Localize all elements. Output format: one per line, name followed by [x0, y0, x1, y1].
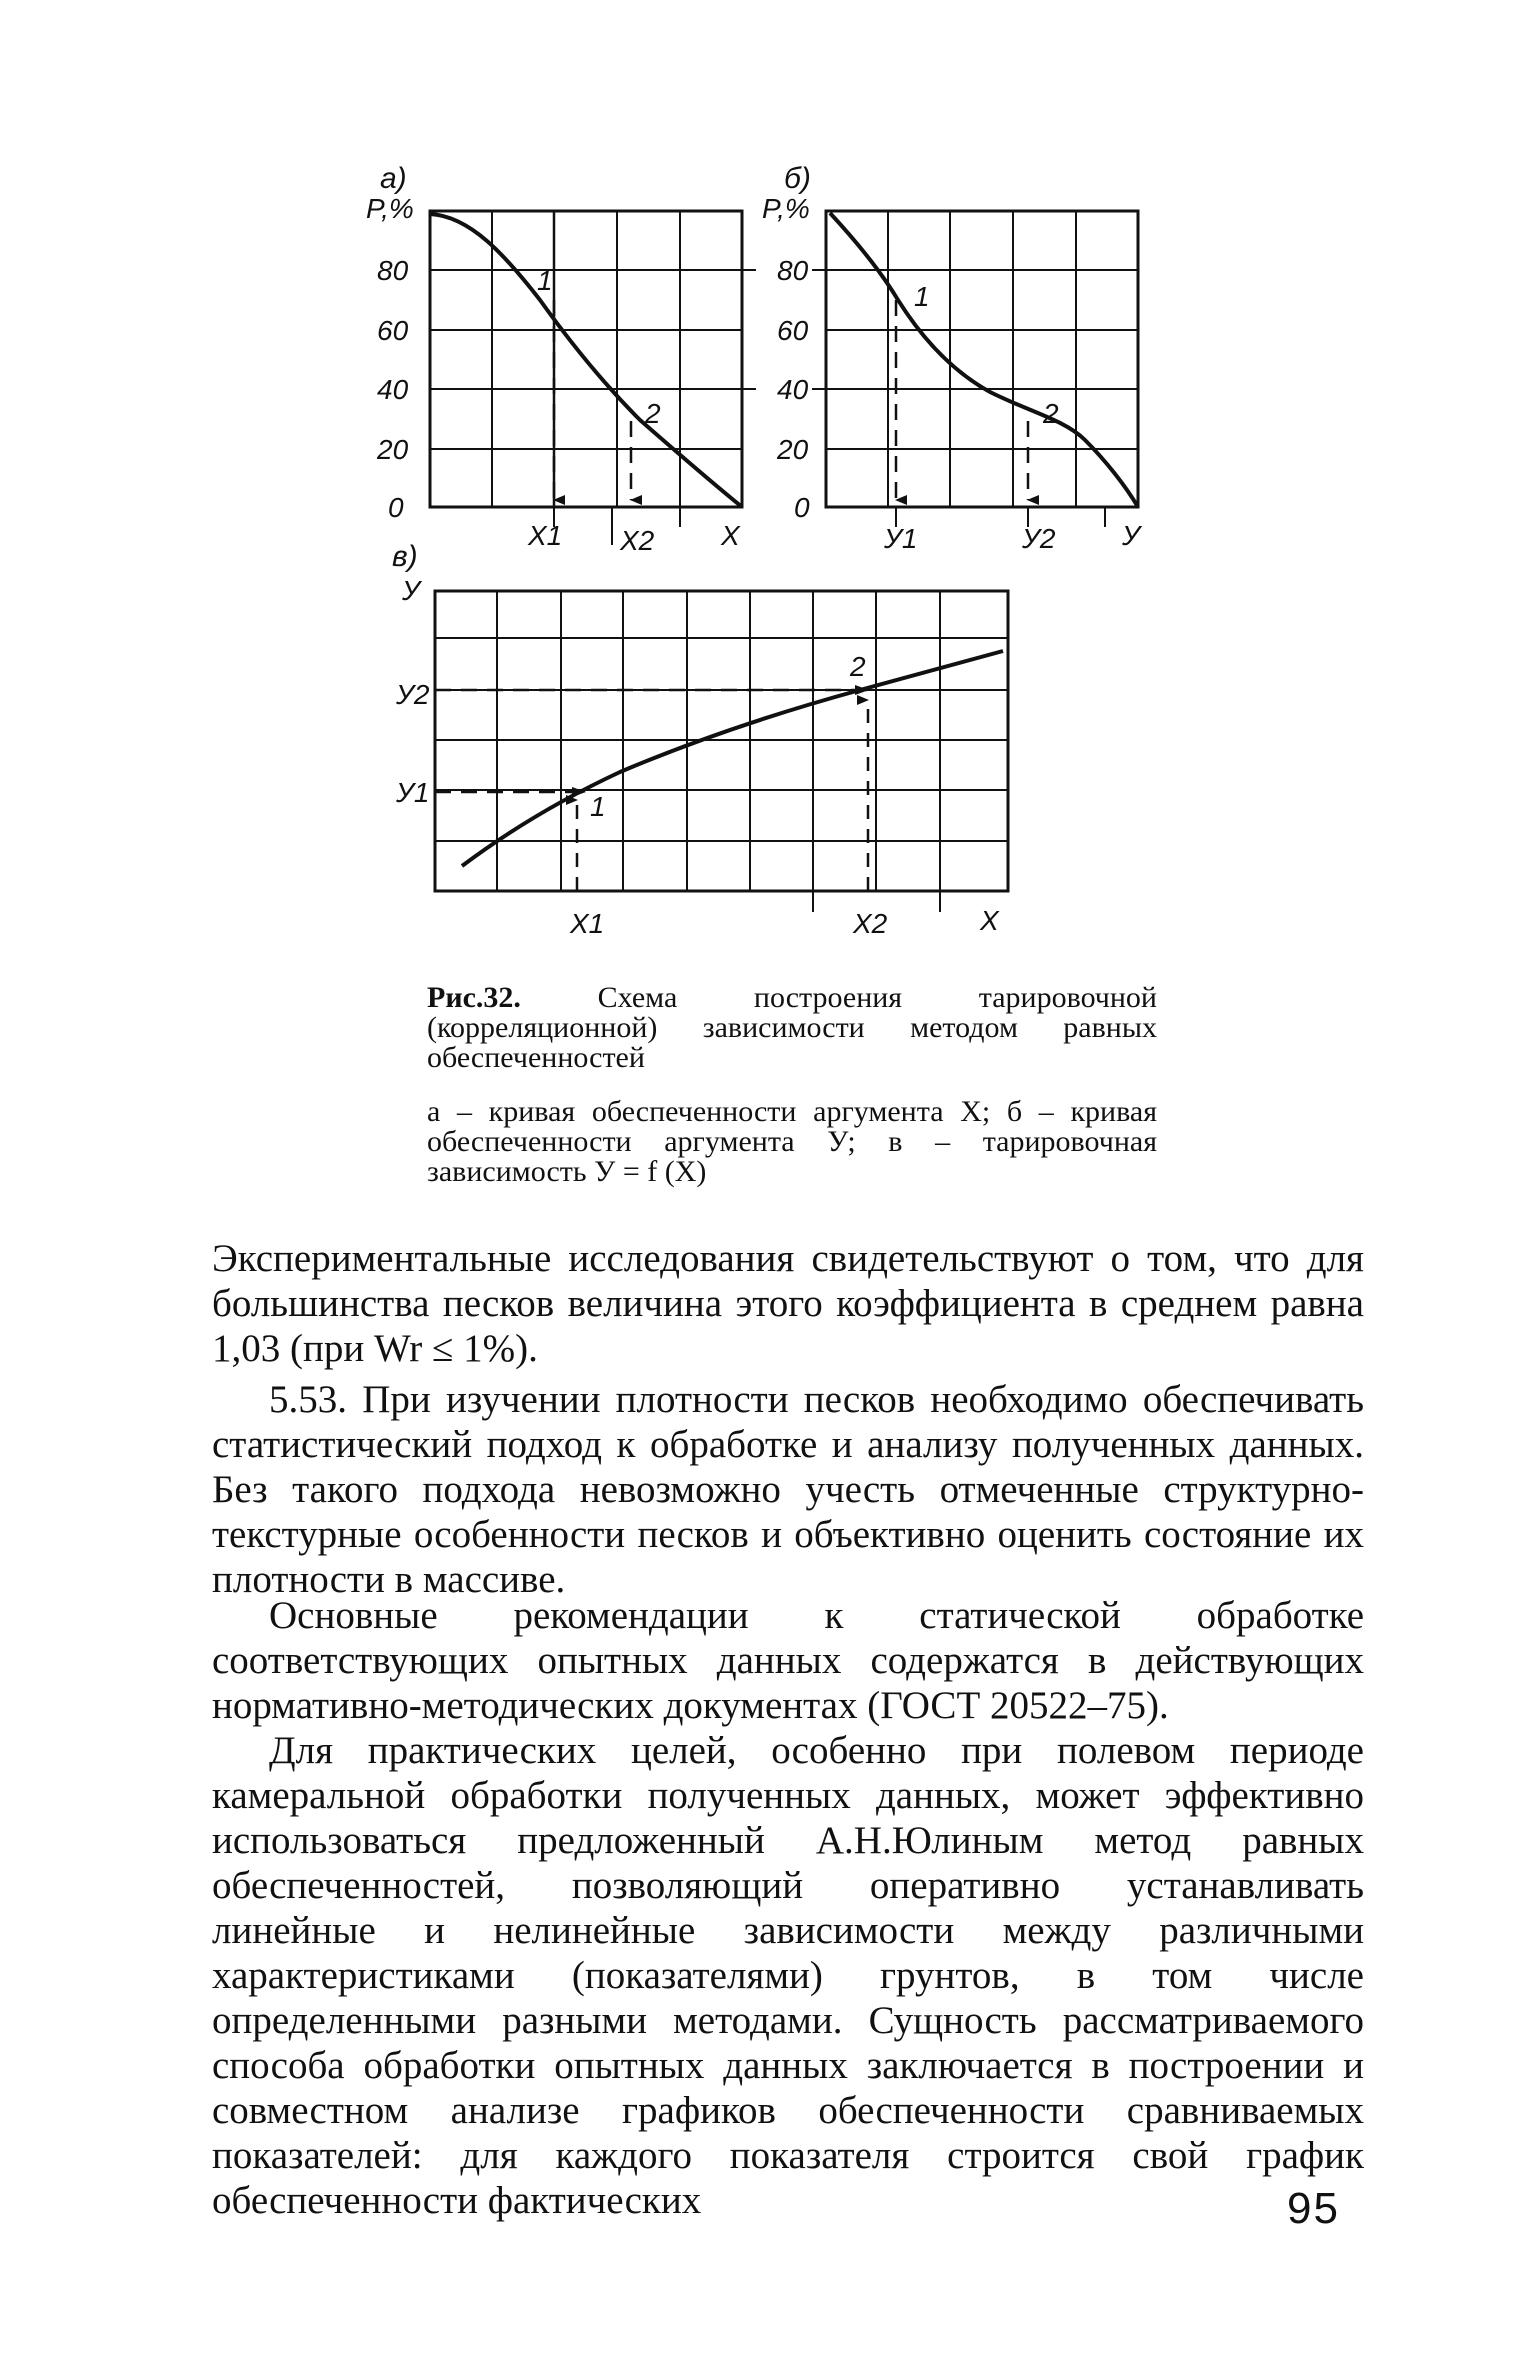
- panel-a-point-2: 2: [645, 398, 661, 429]
- panel-a-tick-20: 20: [377, 434, 409, 465]
- panel-b-tick-20: 20: [777, 434, 809, 465]
- panel-a-letter: а): [380, 162, 407, 195]
- figure-32: [0, 0, 1535, 960]
- panel-b-x-labels: [883, 507, 1143, 554]
- panel-a-tick-40: 40: [377, 374, 409, 405]
- figure-legend: а – кривая обеспеченности аргумента X; б – кривая обеспеченности аргумента У; в – тарировочная зависимость У = f (X): [427, 1095, 1157, 1188]
- panel-b-point-2: 2: [1043, 398, 1059, 429]
- panel-a-grid: [430, 211, 756, 507]
- paragraph-3: Основные рекомендации к статической обработке соответствующих опытных данных содержатся в действующих нормативно-методических документах (ГОСТ 20522–75).: [212, 1594, 1364, 1727]
- panel-c-letter: в): [392, 540, 418, 573]
- panel-c-y2-label: У2: [396, 679, 430, 710]
- panel-c-x1-label: X1: [570, 908, 605, 939]
- panel-b-grid: [812, 211, 1138, 507]
- panel-a-tick-80: 80: [377, 255, 409, 286]
- panel-b-tick-0: 0: [794, 492, 810, 523]
- panel-c-curve: [462, 651, 1003, 866]
- paragraph-2: 5.53. При изучении плотности песков необходимо обеспечивать статистический подход к обработке и анализу полученных данных. Без такого подхода невозможно учесть отмеченные структурно-текстурные особенности песков и объективно оценить состояние их плотности в массиве.: [212, 1378, 1364, 1601]
- panel-b-letter: б): [784, 162, 811, 195]
- panel-a-curve: [430, 214, 742, 507]
- page-number: 95: [1287, 2184, 1340, 2233]
- panel-c-x-labels: [569, 891, 1000, 939]
- panel-a-x1-label: X1: [528, 520, 563, 551]
- panel-a-x-label: X: [721, 520, 740, 551]
- panel-a-x2-label: X2: [620, 525, 655, 556]
- panel-c-y-axis-label: У: [402, 575, 420, 606]
- paragraph-4: Для практических целей, особенно при полевом периоде камеральной обработки полученных данных, может эффективно использоваться предложенный А.Н.Юлиным метод равных обеспеченностей, позволяющий оперативно устанавливать линейные и нелинейные зависимости между различными характеристиками (показателями) грунтов, в том числе определенными разными методами. Сущность рассматриваемого способа обработки опытных данных заключается в построении и совместном анализе графиков обеспеченности сравниваемых показателей: для каждого показателя строится свой график обеспеченности фактических: [212, 1729, 1364, 2222]
- panel-b-curve: [830, 213, 1138, 507]
- panel-a-tick-60: 60: [377, 315, 409, 346]
- panel-c-y-labels: [395, 679, 430, 808]
- panel-a-tick-0: 0: [388, 492, 404, 523]
- paragraph-1: Экспериментальные исследования свидетельствуют о том, что для большинства песков величина этого коэффициента в среднем равна 1,03 (при Wr ≤ 1%).: [212, 1237, 1364, 1370]
- figure-caption: [427, 983, 1157, 1073]
- panel-b: [762, 162, 1143, 554]
- panel-b-y-axis-label: P,%: [762, 193, 810, 224]
- panel-b-tick-80: 80: [777, 255, 809, 286]
- panel-a: [366, 162, 756, 556]
- panel-c-point-1: 1: [590, 791, 606, 822]
- panel-c-y1-label: У1: [396, 777, 430, 808]
- panel-b-y-ticks: [776, 255, 810, 523]
- panel-c-point-2: 2: [850, 651, 866, 682]
- panel-b-tick-60: 60: [777, 315, 809, 346]
- panel-a-x-labels: [527, 507, 741, 556]
- panel-b-y-label: У: [1122, 520, 1140, 551]
- panel-b-point-1: 1: [914, 281, 930, 312]
- panel-b-tick-40: 40: [777, 374, 809, 405]
- panel-c-x2-label: X2: [853, 908, 888, 939]
- figure-number: Рис.32.: [427, 981, 521, 1014]
- panel-b-y2-label: У2: [1022, 523, 1056, 554]
- panel-b-y1-label: У1: [884, 523, 918, 554]
- panel-c: [392, 540, 1008, 939]
- panel-c-grid: [435, 591, 1008, 891]
- panel-b-frame: [826, 211, 1138, 507]
- panel-a-y-axis-label: P,%: [366, 193, 414, 224]
- panel-c-x-label: X: [980, 905, 999, 936]
- panel-a-y-ticks: [376, 255, 409, 523]
- figure-title: Схема построения тарировочной (корреляционной) зависимости методом равных обеспеченностей: [427, 981, 1157, 1074]
- panel-a-point-1: 1: [537, 265, 553, 296]
